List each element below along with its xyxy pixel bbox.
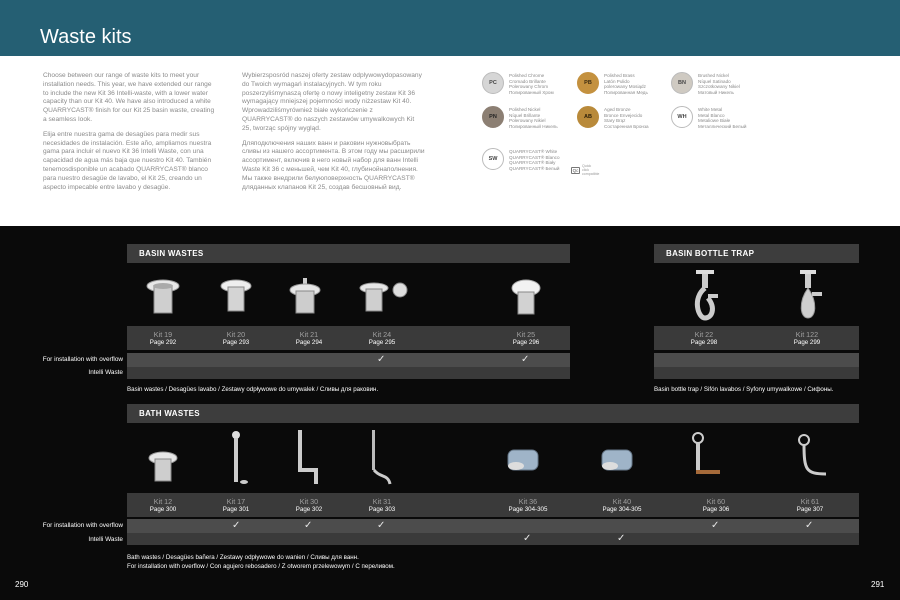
basin-wastes-heading: BASIN WASTES	[127, 244, 570, 263]
bath-wastes-heading: BATH WASTES	[127, 404, 859, 423]
basin-note: Basin wastes / Desagües lavabo / Zestawy odpływowe do umywalek / Сливы для раковин.	[127, 386, 379, 393]
kit-60-waste-icon	[688, 430, 724, 480]
kit-name: Kit 61	[800, 497, 820, 506]
kit-page: Page 295	[368, 339, 396, 346]
kit-24-waste-icon	[356, 280, 412, 320]
finish-swatch-icon: AB	[577, 106, 599, 128]
finish-label: Polished Chrome Cromado Brillante Polerowany Chrom Полированный Хром	[509, 73, 554, 95]
finish-bn	[671, 72, 754, 95]
kit-page: Page 296	[512, 339, 540, 346]
intro-column-pl-ru	[242, 72, 425, 198]
page-title: Waste kits	[40, 26, 132, 48]
kit-name: Kit 60	[706, 497, 726, 506]
kit-page: Page 306	[702, 506, 730, 513]
page-number-right: 291	[871, 580, 885, 589]
kit-name: Kit 22	[694, 330, 714, 339]
product-kit-20	[211, 330, 261, 347]
kit-name: Kit 24	[372, 330, 392, 339]
intro-paragraph-es: Elija entre nuestra gama de desagües para medir sus necesidades de instalación. Este año, ampliamos nuestra gama para incluir el nuevo Kit 36 Intelli Waste, con una capacidad de agua más baja que nuestro Kit 40. También tenemosdisponible un acabado QUARRYCAST® blanco para nuestro desagüe de lavabo, el Kit 25, creando un aspecto impecable entre lavabo y desagüe.	[43, 130, 212, 191]
finish-ab	[577, 106, 660, 129]
kit-40-waste-icon	[596, 440, 640, 480]
bath-overflow-label: For installation with overflow	[42, 522, 123, 529]
kit-name: Kit 21	[299, 330, 319, 339]
product-kit-60	[691, 497, 741, 514]
finish-label: Polished Brass Latón Pulido polerowany Mosiądz Полированная Медь	[604, 73, 648, 95]
kit-name: Kit 25	[516, 330, 536, 339]
bath-intelli-row	[127, 533, 859, 545]
kit-21-waste-icon	[287, 276, 323, 320]
kit-name: Kit 17	[226, 497, 246, 506]
finish-swatch-icon: PN	[482, 106, 504, 128]
basin-overflow-row	[127, 353, 570, 367]
kit-page: Page 302	[295, 506, 323, 513]
page-number-left: 290	[15, 580, 29, 589]
kit-page: Page 304-305	[508, 506, 548, 513]
kit-122-bottle-trap-icon	[792, 268, 824, 322]
finish-pn	[482, 106, 565, 129]
finish-pb	[577, 72, 660, 95]
kit-17-waste-icon	[226, 430, 250, 490]
finish-label: Aged Bronze Bronce Envejecido Stary Brąz Состаренная Бронза	[604, 107, 649, 129]
finish-label: Brushed Nickel Níquel Satinado Szczotkowany Nikiel Матовый Никель	[698, 73, 740, 95]
kit-name: Kit 122	[795, 330, 819, 339]
kit-page: Page 299	[793, 339, 821, 346]
kit-name: Kit 31	[372, 497, 392, 506]
quick-click-badge	[571, 164, 599, 176]
finish-label: Polished Nickel Níquel Brillante Polerowany Nikiel Полированный Никель	[509, 107, 558, 129]
kit-page: Page 307	[796, 506, 824, 513]
intro-paragraph-pl: Wybierzsposród naszej oferty zestaw odplywowydopasowany do Twoich wymagań instalacyjnych. W tym roku poszerzyliśmynaszą ofertę o nowy inteligetny zestaw Kit 36 wymagający mniejszej pojemności wody niżzestaw Kit 40. Wprowadziliśmyrównież białe wykończenie z QUARRYCAST® do naszych zestawów umywalkowych Kit 25, tworząc spójny wygląd.	[242, 72, 422, 132]
finish-swatch-icon: BN	[671, 72, 693, 94]
finish-pc	[482, 72, 565, 95]
kit-page: Page 301	[222, 506, 250, 513]
kit-20-waste-icon	[218, 278, 254, 318]
check-icon: ✓	[304, 520, 313, 531]
basin-intelli-row	[127, 367, 570, 379]
product-kit-31	[357, 497, 407, 514]
finish-sw	[482, 148, 565, 171]
intro-panel	[0, 56, 900, 226]
product-kit-19	[138, 330, 188, 347]
product-kit-30	[284, 497, 334, 514]
quick-click-icon: Qc	[572, 167, 579, 173]
kit-name: Kit 19	[153, 330, 173, 339]
kit-page: Page 292	[149, 339, 177, 346]
bath-note: Bath wastes / Desagües bañera / Zestawy odpływowe do wanien / Сливы для ванн.	[127, 554, 359, 561]
kit-name: Kit 30	[299, 497, 319, 506]
product-kit-122	[782, 330, 832, 347]
kit-31-waste-icon	[366, 428, 396, 488]
bath-overflow-note: For installation with overflow / Con agujero rebosadero / Z otworem przelewowym / С переливом.	[127, 563, 395, 570]
intro-paragraph-en: Choose between our range of waste kits to meet your installation needs. This year, we have extended our range to include the new Kit 36 Intelli-waste, with a lower water capacity than our Kit 40. We have also introduced a white QUARRYCAST® finish for our Kit 25 basin waste, creating a seamless look.	[43, 72, 215, 123]
product-kit-22	[679, 330, 729, 347]
finish-swatch-icon: SW	[482, 148, 504, 170]
trap-note: Basin bottle trap / Sifón lavabos / Syfony umywalkowe / Сифоны.	[654, 386, 834, 393]
check-icon: ✓	[377, 354, 386, 365]
kit-22-bottle-trap-icon	[690, 268, 720, 322]
check-icon: ✓	[711, 520, 720, 531]
check-icon: ✓	[805, 520, 814, 531]
kit-name: Kit 12	[153, 497, 173, 506]
product-kit-36	[498, 497, 558, 514]
check-icon: ✓	[617, 533, 626, 544]
product-kit-40	[592, 497, 652, 514]
bath-intelli-label: Intelli Waste	[88, 536, 123, 543]
kit-page: Page 300	[149, 506, 177, 513]
basin-overflow-label: For installation with overflow	[42, 356, 123, 363]
quick-click-label: Quick click compatible	[582, 164, 600, 176]
finish-swatch-icon: WH	[671, 106, 693, 128]
product-kit-25	[501, 330, 551, 347]
basin-bottle-trap-heading: BASIN BOTTLE TRAP	[654, 244, 859, 263]
kit-page: Page 293	[222, 339, 250, 346]
kit-page: Page 294	[295, 339, 323, 346]
product-kit-21	[284, 330, 334, 347]
check-icon: ✓	[523, 533, 532, 544]
check-icon: ✓	[377, 520, 386, 531]
check-icon: ✓	[232, 520, 241, 531]
kit-page: Page 303	[368, 506, 396, 513]
kit-page: Page 298	[690, 339, 718, 346]
product-kit-24	[357, 330, 407, 347]
trap-intelli-row	[654, 367, 859, 379]
trap-overflow-row	[654, 353, 859, 367]
kit-name: Kit 20	[226, 330, 246, 339]
product-kit-17	[211, 497, 261, 514]
kit-19-waste-icon	[145, 278, 181, 318]
finish-swatch-icon: PB	[577, 72, 599, 94]
finish-swatch-icon: PC	[482, 72, 504, 94]
product-kit-61	[785, 497, 835, 514]
kit-36-waste-icon	[502, 440, 546, 480]
kit-page: Page 304-305	[602, 506, 642, 513]
finish-wh	[671, 106, 754, 129]
kit-61-waste-icon	[796, 430, 832, 482]
finish-label: QUARRYCAST® White QUARRYCAST® Blanco QUARRYCAST® Biały QUARRYCAST® Белый	[509, 149, 560, 171]
kit-25-waste-icon	[506, 278, 546, 318]
intro-column-en-es	[43, 72, 218, 198]
product-kit-12	[138, 497, 188, 514]
page-header	[0, 0, 900, 56]
check-icon: ✓	[521, 354, 530, 365]
kit-30-waste-icon	[292, 428, 322, 488]
intro-paragraph-ru: Дляподключения наших ванн и раковин нужновыбрать сливы из нашего ассортимента. В этом году мы расширили ассортимент, включив в него новый набор для ванн Intelli Waste Kit 36 с меньшей, чем Kit 40, глубинойнаполнения. Мы также внедрили белуюповерхность QUARRYCAST® дляданных клапанов Kit 25, создав бесшовный вид.	[242, 139, 425, 191]
kit-name: Kit 36	[518, 497, 538, 506]
basin-intelli-label: Intelli Waste	[88, 369, 123, 376]
kit-name: Kit 40	[612, 497, 632, 506]
finish-label: White Metal Metal Blanco Metaliowe Białe Металлический Белый	[698, 107, 747, 129]
kit-12-waste-icon	[146, 448, 180, 488]
